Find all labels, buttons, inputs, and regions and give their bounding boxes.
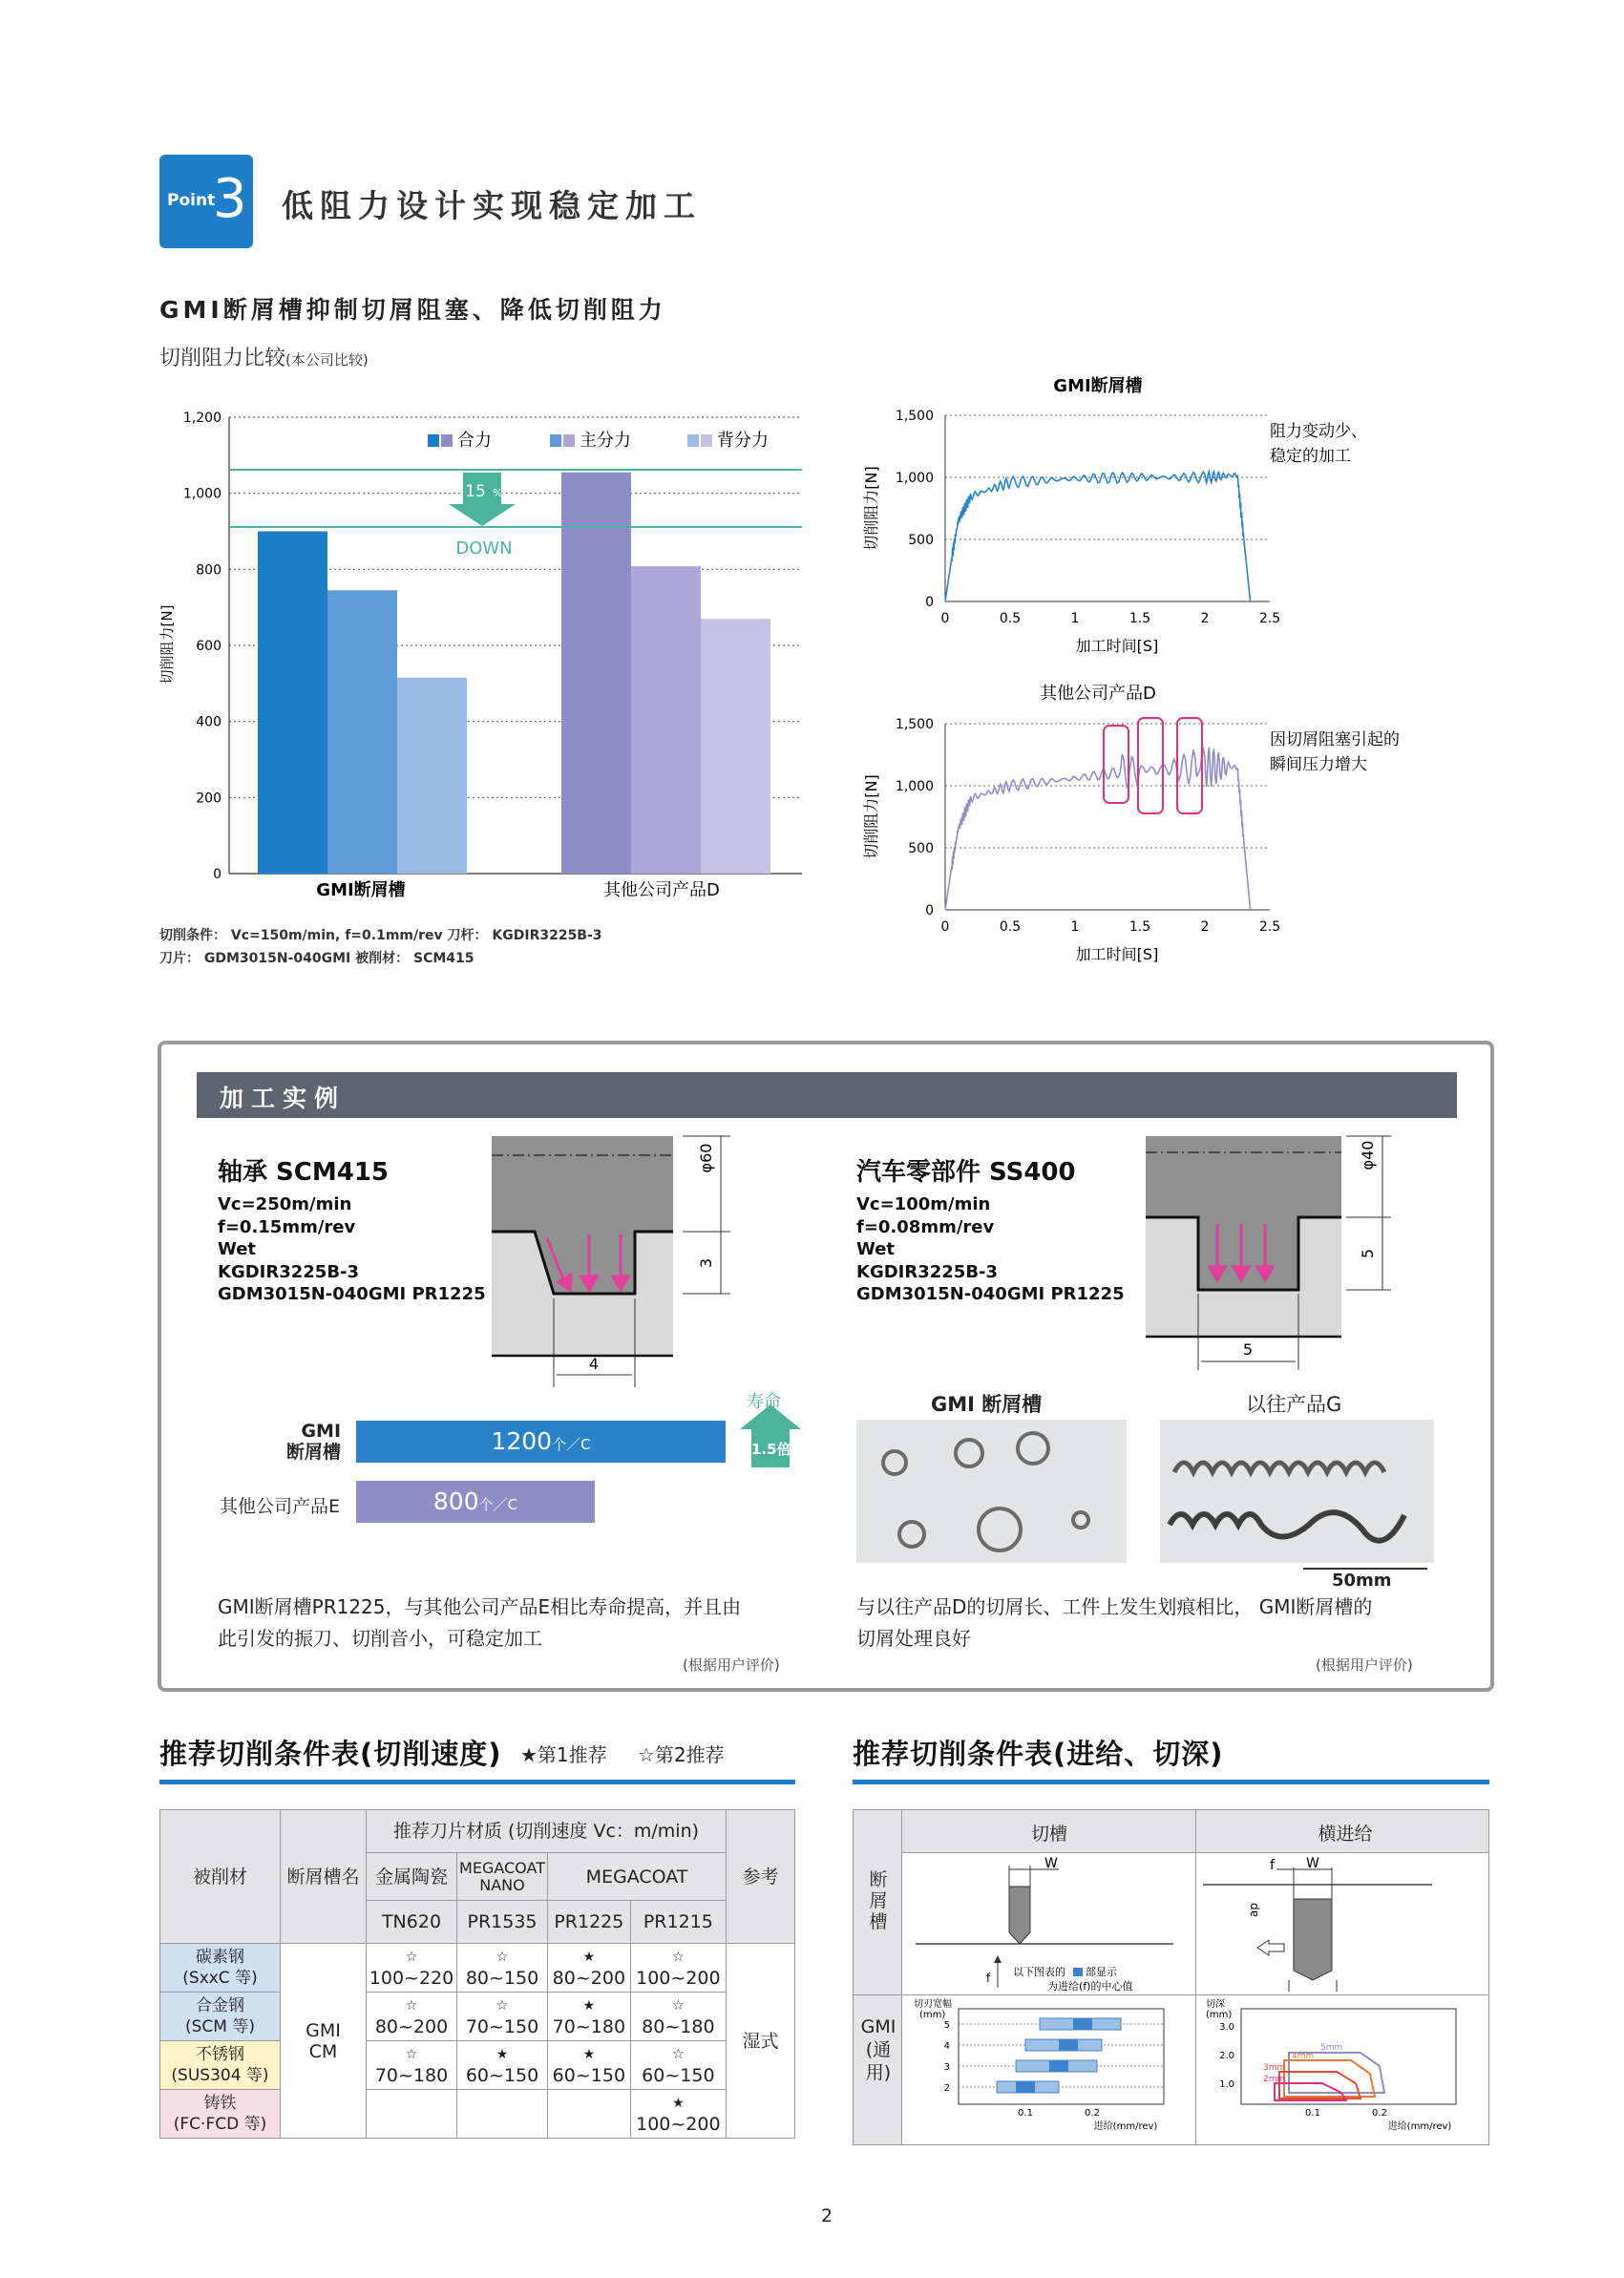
header-megacoat: MEGACOAT: [548, 1853, 727, 1901]
chart-ylabel: 切刃宽幅: [914, 1999, 952, 2010]
feed-table-title: 推荐切削条件表(进给、切深): [853, 1738, 1224, 1770]
scale-label: 50mm: [1332, 1571, 1392, 1591]
reduction-label: DOWN: [455, 538, 513, 559]
page-heading: 低阻力设计实现稳定加工: [282, 187, 702, 224]
gmi-note: 稳定的加工: [1270, 447, 1351, 466]
chip-photo-conventional: [1160, 1420, 1434, 1563]
feed-table: [853, 1809, 1489, 2145]
table-row: [160, 2041, 795, 2090]
grade-header: PR1215: [630, 1901, 726, 1944]
speed-cell: ★ 80~200: [548, 1944, 631, 1993]
svg-text:以下图表的: 以下图表的: [1013, 1966, 1065, 1978]
svg-text:W: W: [1044, 1856, 1058, 1871]
reduction-unit: %: [493, 487, 503, 499]
case-title: 加工实例: [197, 1072, 1457, 1118]
speed-cell: ☆ 60~150: [630, 2041, 726, 2090]
ref-cell: 湿式: [727, 1944, 795, 2139]
svg-text:部显示: 部显示: [1086, 1966, 1117, 1978]
svg-text:ap: ap: [1247, 1903, 1260, 1917]
speed-cell: ☆ 100~220: [367, 1944, 457, 1993]
feed-center-bar: [1016, 2081, 1035, 2093]
y-tick-label: 4: [943, 2041, 950, 2052]
point-badge: [159, 155, 253, 248]
table-row: [160, 1993, 795, 2041]
legend-swatch: [441, 434, 453, 447]
feed-center-bar: [1073, 2018, 1092, 2030]
col-groove: 切槽: [1030, 1824, 1067, 1845]
feed-center-bar: [1049, 2060, 1068, 2072]
life-ratio: 1.5倍: [751, 1441, 791, 1458]
speed-cell: [367, 2090, 457, 2139]
line-charts: [840, 368, 1528, 979]
case-left-heading: 轴承 SCM415: [218, 1158, 390, 1187]
series-label: 3mm: [1263, 2063, 1286, 2073]
table-row: [160, 1944, 795, 1993]
svg-text:3: 3: [697, 1257, 715, 1269]
speed-cell: ☆ 80~180: [630, 1993, 726, 2041]
chart-ylabel: (mm): [1206, 2010, 1233, 2020]
speed-cell: ☆ 80~150: [457, 1944, 548, 1993]
x-tick-label: 0.2: [1085, 2108, 1100, 2119]
svg-text:W: W: [1306, 1856, 1319, 1871]
depth-feed-region: [1284, 2060, 1375, 2097]
legend-swatch: [701, 434, 712, 447]
workpiece-diagram-right: [1141, 1131, 1418, 1375]
conditions-line: 刀片： GDM3015N-040GMI 被削材： SCM415: [159, 951, 475, 966]
legend-label: 合力: [457, 431, 492, 451]
x-axis-label: 加工时间[S]: [1075, 945, 1159, 963]
speed-cell: ☆ 100~200: [630, 1944, 726, 1993]
x-axis-label: 进给(mm/rev): [1093, 2121, 1158, 2132]
scale-bar: [1303, 1568, 1427, 1570]
section-rule: [853, 1780, 1489, 1784]
x-tick-label: 0.1: [1018, 2108, 1033, 2119]
speed-table-title: 推荐切削条件表(切削速度): [159, 1738, 502, 1770]
case-right-desc: 与以往产品D的切屑长、工件上发生划痕相比， GMI断屑槽的 切屑处理良好: [856, 1595, 1373, 1650]
turning-diagram: [1198, 1856, 1485, 1992]
x-tick-label: 1.5: [1128, 919, 1151, 935]
chip-photo-gmi: [856, 1420, 1127, 1563]
y-tick-label: 500: [908, 533, 934, 548]
speed-cell: ☆ 80~200: [367, 1993, 457, 2041]
header-megacoat-nano: MEGACOAT NANO: [457, 1853, 548, 1901]
chart-ylabel: 切深: [1206, 1999, 1225, 2010]
case-right-note: (根据用户评价): [1316, 1656, 1413, 1674]
y-tick-label: 3: [943, 2062, 950, 2073]
group-label: GMI断屑槽: [316, 880, 406, 900]
speed-table: [159, 1809, 795, 2139]
y-tick-label: 5: [943, 2020, 950, 2031]
case-left-specs: Vc=250m/min f=0.15mm/rev Wet KGDIR3225B-3 GDM3015N-040GMI PR1225: [218, 1194, 486, 1304]
header-material: 被削材: [160, 1810, 281, 1944]
speed-cell: [548, 2090, 631, 2139]
speed-cell: ☆ 70~150: [457, 1993, 548, 2041]
x-tick-label: 0: [940, 611, 950, 626]
speed-cell: ★ 60~150: [457, 2041, 548, 2090]
x-axis-label: 进给(mm/rev): [1387, 2121, 1452, 2132]
bar2-label: 其他公司产品E: [220, 1496, 341, 1517]
x-tick-label: 0.2: [1372, 2108, 1387, 2119]
legend-swatch: [550, 434, 561, 447]
bar: [701, 619, 770, 874]
section-rule: [159, 1780, 795, 1784]
groove-feed-chart: [906, 1997, 1192, 2142]
series-label: 5mm: [1320, 2043, 1343, 2053]
bar-chart-ylabel: 切削阻力[N]: [158, 604, 176, 685]
line-chart-title: 其他公司产品D: [1040, 684, 1156, 704]
header-breaker: 断屑槽名: [281, 1810, 367, 1944]
speed-cell: [457, 2090, 548, 2139]
y-tick-label: 500: [908, 841, 934, 856]
svg-text:5: 5: [1359, 1248, 1377, 1259]
x-tick-label: 0: [940, 919, 950, 935]
y-tick-label: 1,000: [182, 486, 221, 502]
x-tick-label: 0.1: [1305, 2108, 1320, 2119]
speed-cell: ☆ 70~180: [367, 2041, 457, 2090]
y-tick-label: 1,200: [182, 411, 221, 426]
y-tick-label: 1,000: [895, 471, 934, 486]
case-right-heading: 汽车零部件 SS400: [856, 1158, 1076, 1187]
grade-header: PR1535: [457, 1901, 548, 1944]
svg-text:f: f: [1270, 1858, 1275, 1873]
test-conditions: [159, 924, 602, 970]
point-number: 3: [213, 168, 247, 230]
x-tick-label: 0.5: [999, 611, 1022, 626]
chart-ylabel: (mm): [919, 2010, 946, 2020]
depth-feed-region: [1279, 2072, 1360, 2099]
case-left-note: (根据用户评价): [683, 1656, 780, 1674]
legend-label: 背分力: [717, 431, 769, 451]
life-bar-gmi: 1200个／C: [356, 1421, 726, 1463]
life-bar-other: 800个／C: [356, 1481, 595, 1523]
legend-swatch: [428, 434, 439, 447]
legend-swatch: [687, 434, 699, 447]
page-number: 2: [821, 2205, 833, 2226]
point-word: Point: [167, 191, 216, 210]
x-tick-label: 1.5: [1128, 611, 1151, 626]
gmi-note: 阻力变动少、: [1270, 422, 1367, 441]
y-tick-label: 2.0: [1219, 2051, 1234, 2061]
y-tick-label: 0: [925, 595, 934, 610]
y-tick-label: 400: [196, 714, 221, 730]
turning-feed-chart: [1198, 1997, 1485, 2142]
header-ref: 参考: [727, 1810, 795, 1944]
bar: [327, 590, 397, 874]
breaker-cell: GMI CM: [281, 1944, 367, 2139]
other-note: 因切屑阻塞引起的: [1270, 730, 1400, 749]
groove-diagram: [906, 1856, 1192, 1992]
legend-label: 主分力: [580, 431, 631, 451]
header-cermet: 金属陶瓷: [367, 1853, 457, 1901]
reduction-value: 15: [465, 482, 486, 501]
speed-cell: ★ 100~200: [630, 2090, 726, 2139]
bar: [258, 532, 327, 875]
photo1-caption: GMI 断屑槽: [931, 1393, 1043, 1416]
case-left-desc: GMI断屑槽PR1225，与其他公司产品E相比寿命提高，并且由 此引发的振刀、切削音小，可稳定加工: [218, 1595, 742, 1650]
compare-title: 切削阻力比较(本公司比较): [159, 347, 369, 370]
y-tick-label: 200: [196, 791, 221, 807]
y-tick-label: 600: [196, 639, 221, 654]
grade-header: PR1225: [548, 1901, 631, 1944]
force-series-line: [945, 748, 1251, 910]
x-tick-label: 2.5: [1258, 919, 1281, 935]
svg-text:f: f: [986, 1972, 991, 1985]
y-tick-label: 3.0: [1219, 2022, 1234, 2033]
bar: [561, 473, 631, 874]
y-tick-label: 1,500: [895, 717, 934, 732]
table-row: [160, 2090, 795, 2139]
speed-cell: ★ 70~180: [548, 1993, 631, 2041]
spike-highlight: [1177, 718, 1202, 813]
x-tick-label: 2: [1200, 611, 1210, 626]
legend-second: ☆第2推荐: [638, 1743, 725, 1766]
svg-text:5: 5: [1242, 1340, 1254, 1359]
material-cell: 不锈钢 (SUS304 等): [160, 2041, 281, 2090]
conditions-line: 切削条件： Vc=150m/min, f=0.1mm/rev 刀杆： KGDIR3225B-3: [159, 928, 602, 943]
y-axis-label: 切削阻力[N]: [862, 774, 880, 859]
line-chart-title: GMI断屑槽: [1053, 376, 1143, 396]
speed-cell: ★ 60~150: [548, 2041, 631, 2090]
x-tick-label: 1: [1070, 919, 1080, 935]
y-tick-label: 1,500: [895, 409, 934, 424]
svg-text:φ40: φ40: [1359, 1140, 1377, 1171]
y-tick-label: 1,000: [895, 779, 934, 794]
y-tick-label: 0: [925, 903, 934, 918]
bar: [397, 678, 467, 874]
case-right-specs: Vc=100m/min f=0.08mm/rev Wet KGDIR3225B-3 GDM3015N-040GMI PR1225: [856, 1194, 1125, 1304]
material-cell: 合金钢 (SCM 等): [160, 1993, 281, 2041]
y-tick-label: 2: [943, 2083, 950, 2094]
bar1-label: GMI 断屑槽: [286, 1421, 342, 1463]
svg-text:φ60: φ60: [697, 1143, 715, 1173]
force-series-line: [945, 472, 1251, 601]
bar-chart: [153, 406, 812, 912]
life-label: 寿命: [747, 1392, 781, 1412]
x-tick-label: 0.5: [999, 919, 1022, 935]
feed-center-bar: [1059, 2039, 1078, 2051]
group-label: 其他公司产品D: [603, 880, 720, 900]
x-axis-label: 加工时间[S]: [1075, 637, 1159, 655]
row-breaker: 断屑槽: [869, 1869, 888, 1932]
y-axis-label: 切削阻力[N]: [862, 466, 880, 551]
material-cell: 碳素钢 (SxxC 等): [160, 1944, 281, 1993]
grade-header: TN620: [367, 1901, 457, 1944]
series-label: 2mm: [1263, 2075, 1286, 2084]
svg-text:为进给(f)的中心值: 为进给(f)的中心值: [1047, 1980, 1133, 1992]
x-tick-label: 2: [1200, 919, 1210, 935]
other-note: 瞬间压力增大: [1270, 755, 1367, 774]
bar: [631, 566, 701, 874]
legend-swatch: [563, 434, 575, 447]
chart-frame: [1241, 2009, 1456, 2104]
x-tick-label: 2.5: [1258, 611, 1281, 626]
col-turning: 横进给: [1318, 1824, 1373, 1845]
header-grade: 推荐刀片材质 (切削速度 Vc：m/min): [367, 1810, 727, 1853]
y-tick-label: 0: [213, 867, 221, 882]
sub-heading: GMI断屑槽抑制切屑阻塞、降低切削阻力: [159, 296, 666, 324]
series-label: 4mm: [1292, 2052, 1315, 2061]
photo2-caption: 以往产品G: [1246, 1393, 1342, 1416]
workpiece-diagram-left: [482, 1131, 759, 1394]
svg-text:4: 4: [588, 1355, 600, 1373]
row-gmi: GMI(通用): [860, 2016, 896, 2083]
legend-first: ★第1推荐: [520, 1743, 607, 1766]
x-tick-label: 1: [1070, 611, 1080, 626]
y-tick-label: 1.0: [1219, 2079, 1234, 2090]
material-cell: 铸铁 (FC·FCD 等): [160, 2090, 281, 2139]
y-tick-label: 800: [196, 562, 221, 579]
